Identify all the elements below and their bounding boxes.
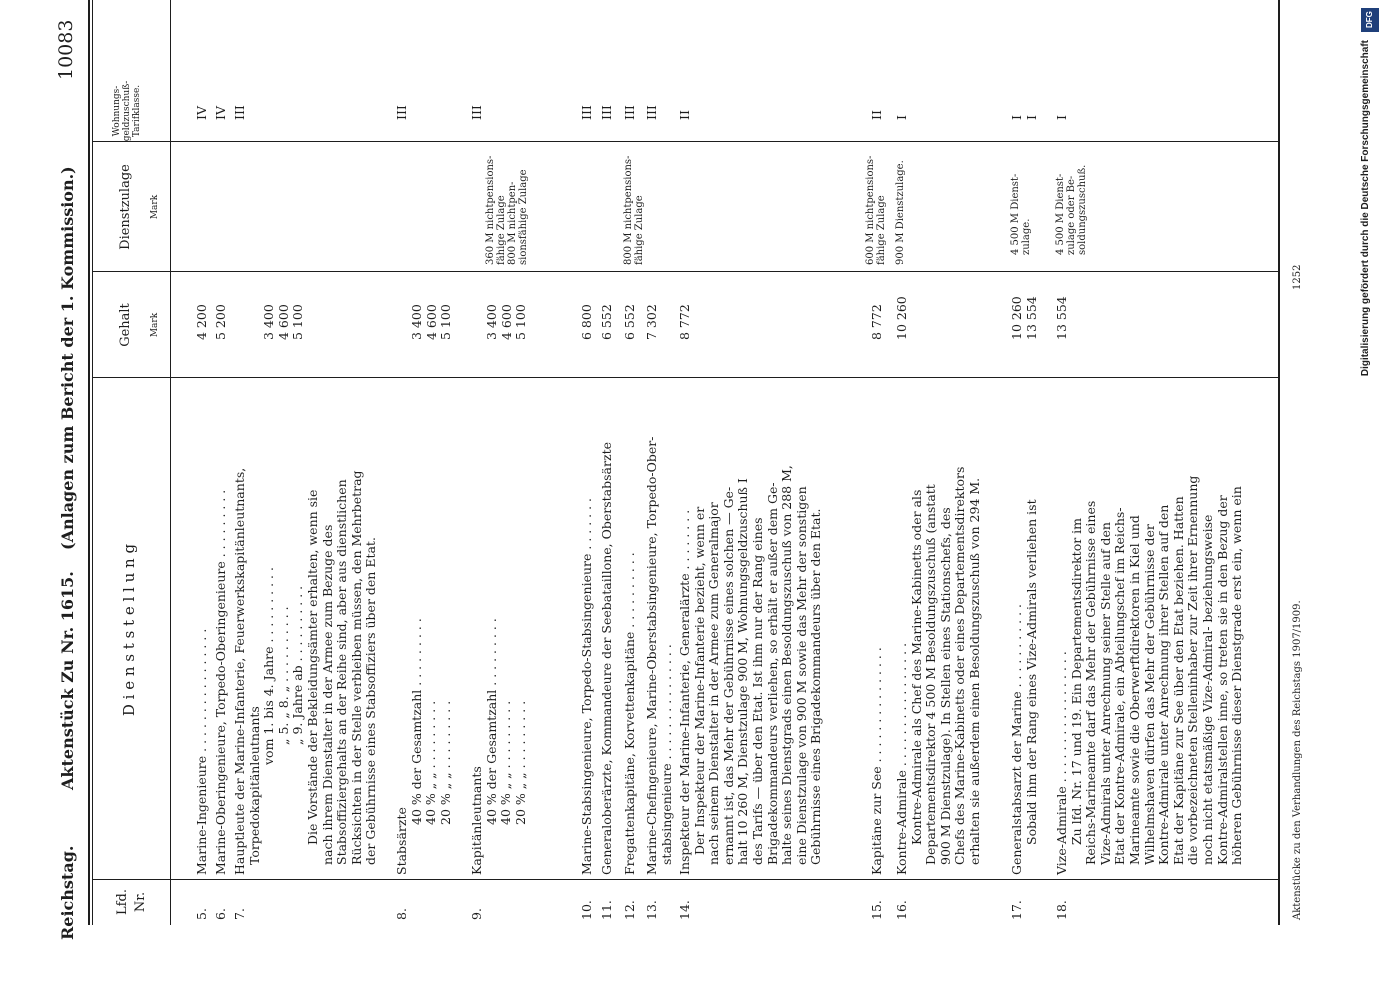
row-klasse: IV [194, 106, 209, 120]
digitization-credit: Digitalisierung gefördert durch die Deutsche Forschungsgemeinschaft [1360, 40, 1371, 377]
header-title: Aktenstück Zu Nr. 1615. [58, 571, 77, 790]
col-head-nr: Nr. [133, 891, 148, 913]
row-desc: Vize-Admirale . . . . . . . . . . . . . . . . . Zu lfd. Nr. 17 und 19. Ein Departementsdirektor im Reichs-Marineamte darf das Mehr der Gebührnisse eines Vize-Admirals unter Anrechnung seiner Stelle auf den Etat der Kontre-Admirale, ein Abteilungschef im Reichs- Marineamte sowie die Oberwerftdirektoren in Kiel und Wilhelmshaven dürfen das Mehr der Gebührnisse der Kontre-Admirale unter Anrechnung ihrer Stellen auf den Etat der Kapitäne zur See über den Etat beziehen. Hatten die vorbezeichneten Stelleninhaber zur Zeit ihrer Ernennung noch nicht etatsmäßige Vize-Admiral- beziehungsweise Kontre-Admiralstellen inne, so treten sie in den Bezug der höheren Gebührnisse dieser Dienstgrade erst ein, wenn ein [1054, 475, 1245, 875]
header-subtitle: (Anlagen zum Bericht der 1. Kommission.) [58, 166, 77, 550]
row-nr: 9. [469, 908, 484, 920]
dfg-logo: DFG [1361, 8, 1379, 32]
row-zulage: 360 M nichtpensions- fähige Zulage 800 M nichtpen- sionsfähige Zulage [485, 155, 529, 265]
page-number: 10083 [55, 19, 77, 80]
row-gehalt: 10 260 13 554 [1009, 296, 1039, 340]
table-top-rule-2 [92, 0, 93, 925]
row-desc: Kontre-Admirale . . . . . . . . . . . . . . . . Kontre-Admirale als Chef des Marine-Kabinetts oder als Departementsdirektor 4 500 M Besoldungszuschuß (anstatt 900 M Dienstzulage). In Stellen eines Stationschefs, des Chefs des Marine-Kabinetts oder eines Departementsdirektors erhalten sie außerdem einen Besoldungszuschuß von 294 M. [894, 466, 982, 875]
row-desc: Generaloberärzte, Kommandeure der Seebataillone, Oberstabsärzte [599, 442, 614, 875]
col-sep-3 [92, 271, 1278, 272]
col-head-dienstzulage: Dienstzulage [118, 164, 133, 250]
row-klasse: I I [1009, 115, 1039, 120]
row-desc: Marine-Oberingenieure, Torpedo-Oberingenieure . . . . . . . . . [213, 489, 228, 875]
col-head-lfd: Lfd. [115, 889, 130, 915]
row-klasse: III [394, 105, 409, 120]
row-desc: Marine-Stabsingenieure, Torpedo-Stabsingenieure . . . . . . . [579, 497, 594, 875]
row-nr: 18. [1054, 900, 1069, 920]
row-nr: 11. [599, 900, 614, 920]
row-gehalt: 3 400 4 600 5 100 [484, 304, 529, 340]
col-head-gehalt-unit: Mark [150, 312, 160, 338]
row-klasse: I [894, 115, 909, 120]
row-nr: 6. [213, 908, 228, 920]
row-klasse: III [232, 105, 247, 120]
col-head-dienststellung: D i e n s t s t e l l u n g [120, 543, 138, 717]
row-gehalt: 6 552 [599, 304, 614, 340]
row-klasse: III [644, 105, 659, 120]
row-desc: Fregattenkapitäne, Korvettenkapitäne . . . . . . . . . . [622, 552, 637, 875]
row-klasse: IV [213, 106, 228, 120]
row-klasse: I [1054, 115, 1069, 120]
row-desc: Marine-Chefingenieure, Marine-Oberstabsingenieure, Torpedo-Ober- stabsingenieure . . . . . . . . . . . . . . . [644, 436, 674, 875]
row-desc: Kapitänleutnants 40 % der Gesamtzahl . . . . . . . . . 40 % „ „ . . . . . . . . . 20 % „ „ . . . . . . . . . [469, 618, 528, 875]
row-nr: 17. [1009, 900, 1024, 920]
col-head-wohnung: Wohnungs-geldzuschuß-Tarifklasse. [112, 80, 142, 142]
row-desc: Generalstabsarzt der Marine . . . . . . . . . . . Sobald ihm der Rang eines Vize-Admirals verliehen ist [1009, 499, 1039, 875]
row-nr: 15. [869, 900, 884, 920]
col-sep-2 [92, 377, 1278, 378]
row-nr: 7. [232, 908, 247, 920]
row-desc: Inspekteur der Marine-Infanterie, Generalärzte . . . . . . . . Der Inspekteur der Marine-Infanterie bezieht, wenn er nach seinem Dienstalter in der Armee zum Generalmajor ernannt ist, das Mehr der Gebührnisse eines solchen — Ge- halt 10 260 M, Dienstzulage 900 M, Wohnungsgeldzuschuß I des Tarifs — über den Etat. Ist ihm nur der Rang eines Brigadekommandeurs verliehen, so erhält er außer dem Ge- halte seines Dienstgrads einen Besoldungszuschuß von 288 M, eine Dienstzulage von 900 M sowie das Mehr der sonstigen Gebührnisse eines Brigadekommandeurs über den Etat. [677, 465, 824, 875]
row-gehalt: 6 800 [579, 304, 594, 340]
row-nr: 14. [677, 900, 692, 920]
row-klasse: III [599, 105, 614, 120]
row-gehalt: 8 772 [869, 304, 884, 340]
row-gehalt: 10 260 [894, 296, 909, 340]
col-sep-4 [92, 141, 1278, 142]
col-head-dienstzulage-unit: Mark [150, 194, 160, 220]
row-klasse: II [677, 110, 692, 120]
row-desc: Kapitäne zur See . . . . . . . . . . . . . . . [869, 647, 884, 875]
row-desc: Hauptleute der Marine-Infanterie, Feuerwerkskapitänleutnants, Torpedokapitänleutnants vom 1. bis 4. Jahre . . . . . . . . . . „ 5. „ 8. „ . . . . . . . . . . „ 9. Jahre ab . . . . . . . . . . Die Vorstände der Bekleidungsämter erhalten, wenn sie nach ihrem Dienstalter in der Armee zum Bezuge des Stabsoffiziergehalts an der Reihe sind, aber aus dienstlichen Rücksichten in der Stelle verbleiben müssen, den Mehrbetrag der Gebührnisse eines Stabsoffiziers über den Etat. [232, 467, 379, 875]
row-gehalt: 3 400 4 600 5 100 [261, 304, 306, 340]
row-klasse: III [622, 105, 637, 120]
table-head-rule [170, 0, 171, 925]
row-gehalt: 5 200 [213, 304, 228, 340]
row-nr: 10. [579, 900, 594, 920]
col-head-gehalt: Gehalt [118, 303, 133, 347]
table-bottom-rule [1278, 0, 1280, 925]
row-nr: 13. [644, 900, 659, 920]
header-left: Reichstag. [58, 845, 77, 940]
footer-note: Aktenstücke zu den Verhandlungen des Reichstags 1907/1909. [1292, 600, 1303, 920]
row-nr: 5. [194, 908, 209, 920]
row-zulage: 600 M nichtpensions- fähige Zulage [865, 155, 887, 265]
row-gehalt: 6 552 [622, 304, 637, 340]
row-klasse: III [579, 105, 594, 120]
digitization-sidebar [1357, 0, 1383, 1000]
row-gehalt: 4 200 [194, 304, 209, 340]
row-gehalt: 3 400 4 600 5 100 [409, 304, 454, 340]
row-zulage: 800 M nichtpensions- fähige Zulage [623, 155, 645, 265]
col-sep-1 [92, 879, 1278, 880]
row-klasse: III [469, 105, 484, 120]
footer-sheet: 1252 [1292, 264, 1303, 290]
row-gehalt: 8 772 [677, 304, 692, 340]
table-top-rule [88, 0, 90, 925]
row-zulage: 4 500 M Dienst- zulage. [1010, 173, 1032, 255]
row-nr: 8. [394, 908, 409, 920]
row-desc: Marine-Ingenieure . . . . . . . . . . . . . . . . [194, 628, 209, 875]
row-zulage: 900 M Dienstzulage. [895, 160, 906, 265]
row-gehalt: 13 554 [1054, 296, 1069, 340]
row-nr: 12. [622, 900, 637, 920]
row-desc: Stabsärzte 40 % der Gesamtzahl . . . . . . . . . 40 % „ „ . . . . . . . . . 20 % „ „ . . . . . . . . . [394, 618, 453, 875]
row-gehalt: 7 302 [644, 304, 659, 340]
row-zulage: 4 500 M Dienst- zulage oder Be- soldungszuschuß. [1055, 164, 1088, 255]
row-klasse: II [869, 110, 884, 120]
row-nr: 16. [894, 900, 909, 920]
